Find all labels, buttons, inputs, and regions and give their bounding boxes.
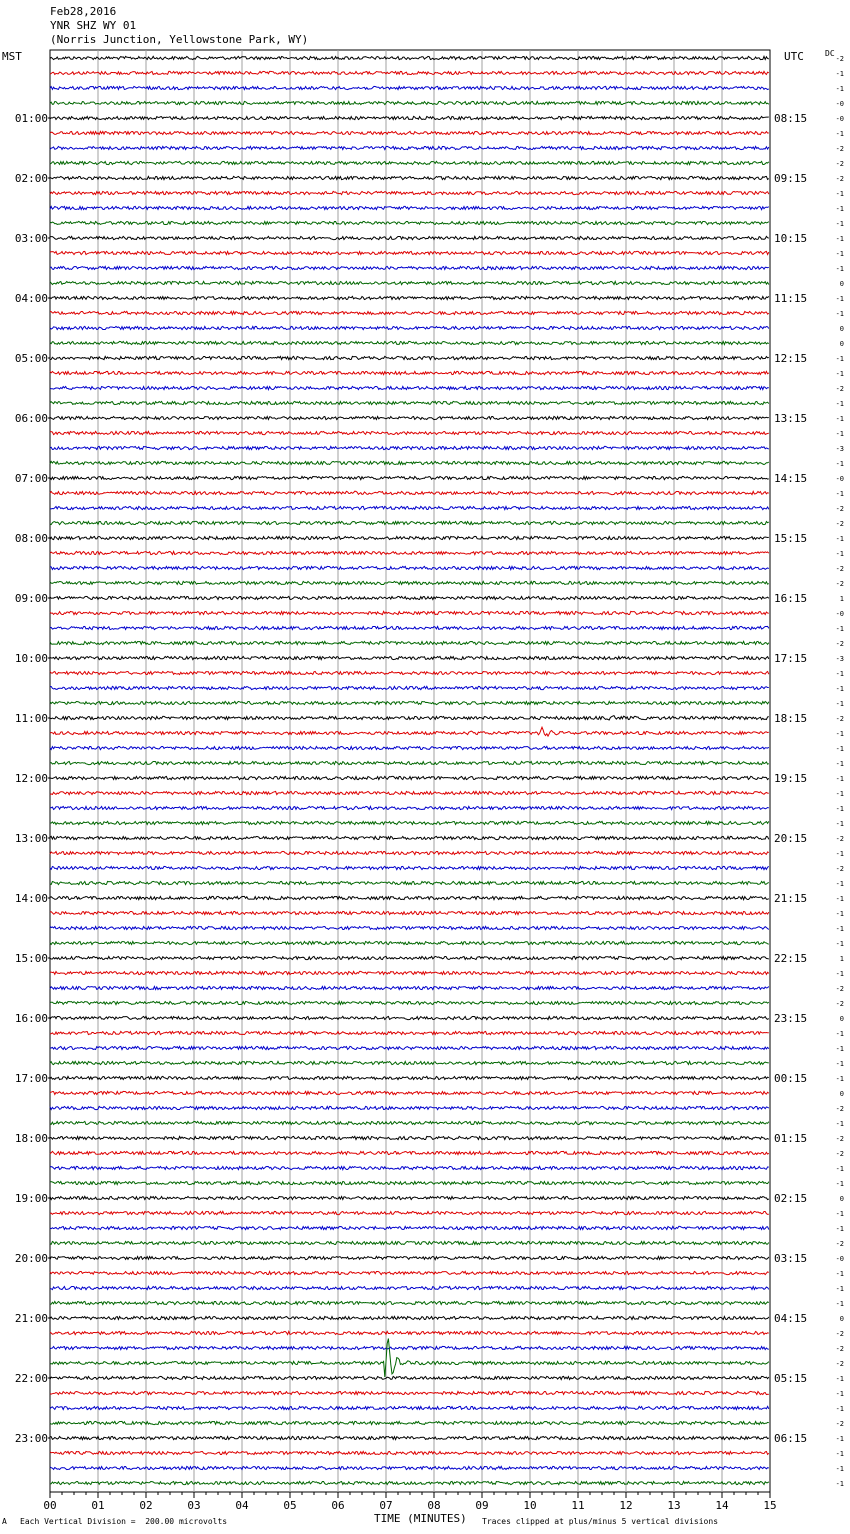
x-tick-label: 04 [235,1499,249,1512]
dc-offset-label: -1 [835,1045,844,1053]
seismic-trace [50,1436,769,1439]
dc-offset-label: -1 [835,805,844,813]
seismic-trace [50,1046,769,1049]
dc-offset-label: -1 [835,1210,844,1218]
dc-offset-label: -1 [835,820,844,828]
right-hour-label: 03:15 [774,1252,808,1265]
dc-offset-label: -0 [835,475,844,483]
dc-offset-label: -2 [835,1330,844,1338]
seismic-trace [50,1136,769,1139]
seismic-trace [50,611,769,614]
seismic-trace [50,1106,769,1109]
dc-offset-label: -1 [835,205,844,213]
left-hour-label: 02:00 [14,172,48,185]
seismic-trace [50,641,769,644]
seismic-trace [50,1376,769,1379]
seismic-trace [50,1211,769,1214]
dc-offset-label: -1 [835,1180,844,1188]
dc-offset-label: -1 [835,1060,844,1068]
seismic-trace [50,566,769,569]
seismic-trace [50,1451,769,1454]
seismic-trace [50,1196,769,1199]
seismic-trace [50,386,769,389]
seismic-trace [50,131,769,134]
seismic-trace [50,281,769,284]
x-tick-label: 12 [619,1499,633,1512]
dc-offset-label: 1 [839,595,844,603]
dc-offset-label: -0 [835,1255,844,1263]
dc-offset-label: 1 [839,955,844,963]
seismic-trace [50,716,769,720]
dc-offset-label: -1 [835,355,844,363]
left-hour-label: 01:00 [14,112,48,125]
seismic-trace [50,776,769,779]
dc-offset-label: -1 [835,295,844,303]
right-hour-label: 15:15 [774,532,808,545]
dc-offset-label: -1 [835,970,844,978]
seismic-trace [50,1271,769,1274]
dc-offset-label: -2 [835,520,844,528]
dc-offset-label: -1 [835,400,844,408]
seismic-trace [50,1016,769,1019]
left-hour-label: 08:00 [14,532,48,545]
seismic-trace [50,161,769,164]
dc-offset-label: -1 [835,190,844,198]
left-hour-label: 16:00 [14,1012,48,1025]
left-hour-label: 23:00 [14,1432,48,1445]
x-tick-label: 15 [763,1499,777,1512]
dc-offset-label: -1 [835,940,844,948]
dc-offset-label: -2 [835,145,844,153]
dc-offset-label: -1 [835,1285,844,1293]
dc-offset-label: -1 [835,1480,844,1488]
seismic-trace [50,1151,769,1154]
seismic-trace [50,701,769,704]
dc-offset-label: 0 [839,280,844,288]
seismic-trace [50,881,769,884]
dc-offset-label: -2 [835,55,844,63]
seismic-trace [50,221,769,224]
x-tick-label: 10 [523,1499,537,1512]
seismic-trace [50,1076,769,1079]
right-hour-label: 23:15 [774,1012,808,1025]
seismic-trace [50,1226,769,1229]
seismic-trace [50,1166,769,1169]
dc-offset-label: -1 [835,1435,844,1443]
right-hour-label: 17:15 [774,652,808,665]
dc-offset-label: -1 [835,1120,844,1128]
dc-offset-label: -1 [835,415,844,423]
dc-offset-label: -1 [835,550,844,558]
dc-column-label: DC [825,49,835,58]
seismic-trace [50,986,769,989]
dc-offset-label: 0 [839,1195,844,1203]
seismic-trace [50,656,769,659]
seismic-trace [50,1301,769,1304]
right-hour-label: 13:15 [774,412,808,425]
dc-offset-label: -2 [835,640,844,648]
left-hour-label: 06:00 [14,412,48,425]
right-hour-label: 05:15 [774,1372,808,1385]
seismic-trace [50,1286,769,1289]
dc-offset-label: -1 [835,1390,844,1398]
left-hour-label: 11:00 [14,712,48,725]
seismic-trace [50,86,769,89]
dc-offset-label: -0 [835,610,844,618]
dc-offset-label: -1 [835,370,844,378]
left-hour-label: 05:00 [14,352,48,365]
seismic-trace [50,191,769,194]
right-hour-label: 22:15 [774,952,808,965]
plot-frame [50,50,770,1492]
x-tick-label: 00 [43,1499,57,1512]
x-tick-label: 05 [283,1499,297,1512]
seismic-trace [50,746,769,749]
dc-offset-label: 0 [839,1090,844,1098]
x-tick-label: 11 [571,1499,585,1512]
seismic-trace [50,596,769,599]
x-tick-label: 06 [331,1499,345,1512]
seismic-trace [50,806,769,809]
seismic-trace [50,506,769,509]
seismic-trace [50,836,769,839]
dc-offset-label: -2 [835,1240,844,1248]
seismic-trace [50,146,769,149]
dc-offset-label: -1 [835,730,844,738]
x-tick-label: 01 [91,1499,105,1512]
seismic-trace [50,71,769,74]
right-hour-label: 20:15 [774,832,808,845]
left-hour-label: 14:00 [14,892,48,905]
seismic-trace [50,1031,769,1034]
seismic-trace [50,671,769,674]
seismic-trace [50,1001,769,1004]
left-hour-label: 09:00 [14,592,48,605]
seismic-trace [50,971,769,974]
dc-offset-label: -1 [835,1375,844,1383]
dc-offset-label: -1 [835,1450,844,1458]
left-hour-label: 17:00 [14,1072,48,1085]
left-hour-label: 19:00 [14,1192,48,1205]
seismic-trace [50,206,769,209]
x-axis-title: TIME (MINUTES) [374,1512,467,1525]
dc-offset-label: 0 [839,325,844,333]
dc-offset-label: -1 [835,880,844,888]
right-hour-label: 01:15 [774,1132,808,1145]
dc-offset-label: -1 [835,220,844,228]
seismic-trace [50,446,769,449]
right-hour-label: 02:15 [774,1192,808,1205]
dc-offset-label: -1 [835,850,844,858]
seismic-trace [50,821,769,824]
seismic-trace [50,1406,769,1409]
seismic-trace [50,1316,769,1319]
scale-note: Each Vertical Division = 200.00 microvolts [20,1517,228,1526]
seismic-trace [50,1391,769,1394]
seismic-trace [50,761,769,764]
dc-offset-label: -3 [835,445,844,453]
right-hour-label: 14:15 [774,472,808,485]
x-tick-label: 09 [475,1499,489,1512]
seismic-trace [50,476,769,479]
left-hour-label: 04:00 [14,292,48,305]
dc-offset-label: -1 [835,790,844,798]
seismic-trace [50,521,769,524]
right-hour-label: 11:15 [774,292,808,305]
left-hour-label: 15:00 [14,952,48,965]
right-hour-label: 12:15 [774,352,808,365]
left-hour-label: 12:00 [14,772,48,785]
seismic-trace [50,551,769,554]
dc-offset-label: -1 [835,745,844,753]
dc-offset-label: -1 [835,1030,844,1038]
clip-note: Traces clipped at plus/minus 5 vertical divisions [482,1517,719,1526]
seismic-trace [50,727,769,736]
left-hour-label: 20:00 [14,1252,48,1265]
seismic-trace [50,341,769,344]
seismic-trace [50,1121,769,1124]
dc-offset-label: -1 [835,1075,844,1083]
dc-offset-label: -2 [835,565,844,573]
dc-offset-label: -2 [835,1345,844,1353]
left-timezone-label: MST [2,50,22,63]
dc-offset-label: -1 [835,130,844,138]
dc-offset-label: -1 [835,925,844,933]
seismic-trace [50,1481,769,1484]
seismic-trace [50,1331,769,1334]
seismic-trace [50,1181,769,1184]
dc-offset-label: -0 [835,100,844,108]
seismic-trace [50,851,769,854]
seismic-trace [50,1091,769,1094]
record-date: Feb28,2016 [50,5,117,18]
seismic-trace [50,296,769,299]
dc-offset-label: -1 [835,1465,844,1473]
seismic-trace [50,431,769,434]
seismic-trace [50,926,769,929]
x-tick-label: 13 [667,1499,681,1512]
dc-offset-label: -1 [835,1225,844,1233]
left-hour-label: 22:00 [14,1372,48,1385]
seismic-trace [50,311,769,314]
seismic-trace [50,1061,769,1064]
dc-offset-label: -1 [835,700,844,708]
seismic-trace [50,1466,769,1469]
x-tick-label: 08 [427,1499,441,1512]
dc-offset-label: -1 [835,70,844,78]
dc-offset-label: -1 [835,910,844,918]
dc-offset-label: -2 [835,580,844,588]
dc-offset-label: 0 [839,1015,844,1023]
right-hour-label: 18:15 [774,712,808,725]
right-hour-label: 00:15 [774,1072,808,1085]
dc-offset-label: -2 [835,1420,844,1428]
right-hour-label: 19:15 [774,772,808,785]
dc-offset-label: -1 [835,1270,844,1278]
seismic-trace [50,356,769,359]
left-hour-label: 03:00 [14,232,48,245]
seismic-trace [50,1241,769,1244]
seismic-trace [50,116,769,119]
dc-offset-label: -1 [835,535,844,543]
dc-offset-label: -1 [835,310,844,318]
right-hour-label: 09:15 [774,172,808,185]
seismic-trace [50,686,769,689]
dc-offset-label: -2 [835,385,844,393]
seismic-trace [50,896,769,899]
dc-offset-label: -2 [835,1000,844,1008]
seismic-trace [50,1421,769,1424]
dc-offset-label: -2 [835,1150,844,1158]
seismic-trace [50,941,769,944]
seismic-trace [50,371,769,374]
dc-offset-label: -1 [835,625,844,633]
right-hour-label: 21:15 [774,892,808,905]
seismic-trace [50,56,769,59]
left-hour-label: 13:00 [14,832,48,845]
seismic-trace [50,101,769,104]
seismic-trace [50,866,769,869]
footer-mark: A [2,1517,7,1526]
seismic-trace [50,461,769,464]
dc-offset-label: -1 [835,895,844,903]
seismic-trace [50,1339,769,1378]
seismic-trace [50,1346,769,1349]
x-tick-label: 02 [139,1499,153,1512]
dc-offset-label: -2 [835,985,844,993]
dc-offset-label: -1 [835,670,844,678]
dc-offset-label: -2 [835,1135,844,1143]
seismic-trace [50,251,769,254]
dc-offset-label: -1 [835,460,844,468]
dc-offset-label: -1 [835,85,844,93]
dc-offset-label: -2 [835,1360,844,1368]
dc-offset-label: -1 [835,1300,844,1308]
seismic-trace [50,491,769,494]
left-hour-label: 21:00 [14,1312,48,1325]
left-hour-label: 18:00 [14,1132,48,1145]
x-tick-label: 14 [715,1499,729,1512]
seismic-trace [50,581,769,584]
dc-offset-label: -1 [835,1405,844,1413]
station-location: (Norris Junction, Yellowstone Park, WY) [50,33,309,46]
station-code: YNR SHZ WY 01 [50,19,137,32]
dc-offset-label: -2 [835,175,844,183]
seismic-trace [50,956,769,959]
seismic-trace [50,911,769,914]
dc-offset-label: -2 [835,160,844,168]
seismic-trace [50,626,769,629]
dc-offset-label: 0 [839,1315,844,1323]
right-hour-label: 16:15 [774,592,808,605]
dc-offset-label: -2 [835,715,844,723]
seismic-trace [50,266,769,269]
dc-offset-label: -2 [835,835,844,843]
seismic-trace [50,536,769,539]
seismic-trace [50,326,769,329]
dc-offset-label: -3 [835,655,844,663]
seismic-trace [50,176,769,179]
x-tick-label: 03 [187,1499,201,1512]
dc-offset-label: -1 [835,265,844,273]
seismic-trace [50,791,769,794]
dc-offset-label: -0 [835,115,844,123]
dc-offset-label: -1 [835,775,844,783]
right-hour-label: 04:15 [774,1312,808,1325]
dc-offset-label: -2 [835,505,844,513]
right-hour-label: 06:15 [774,1432,808,1445]
right-hour-label: 08:15 [774,112,808,125]
left-hour-label: 10:00 [14,652,48,665]
right-hour-label: 10:15 [774,232,808,245]
x-tick-label: 07 [379,1499,393,1512]
dc-offset-label: -1 [835,490,844,498]
dc-offset-label: -1 [835,250,844,258]
seismic-trace [50,236,769,239]
right-timezone-label: UTC [784,50,804,63]
dc-offset-label: -1 [835,685,844,693]
dc-offset-label: -2 [835,865,844,873]
seismic-trace [50,416,769,419]
dc-offset-label: 0 [839,340,844,348]
dc-offset-label: -1 [835,430,844,438]
dc-offset-label: -1 [835,760,844,768]
dc-offset-label: -1 [835,1165,844,1173]
seismic-trace [50,401,769,404]
dc-offset-label: -1 [835,235,844,243]
seismic-trace [50,1256,769,1259]
left-hour-label: 07:00 [14,472,48,485]
dc-offset-label: -2 [835,1105,844,1113]
